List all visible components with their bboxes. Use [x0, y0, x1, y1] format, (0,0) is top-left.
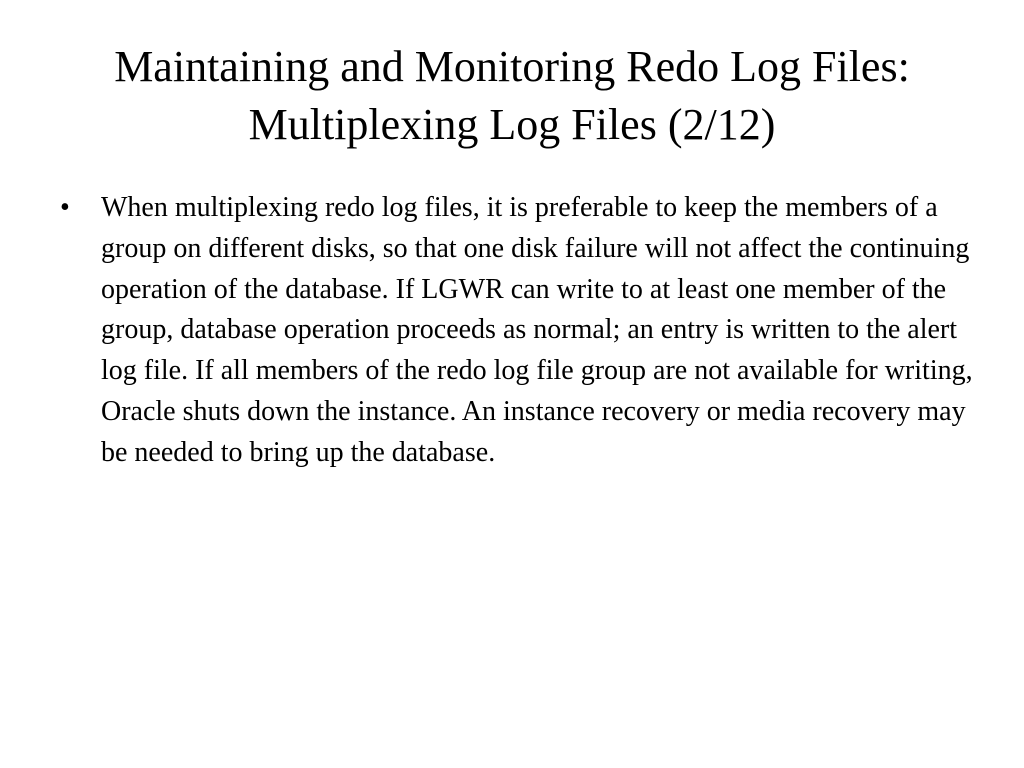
bullet-text: When multiplexing redo log files, it is preferable to keep the members of a group on different disks, so that one disk failure will not affect the continuing operation of the database. If LGWR can write to at least one member of the group, database operation proceeds as normal; an entry is written to the alert log file. If all members of the redo log file group are not available for writing, Oracle shuts down the instance. An instance recovery or media recovery may be needed to bring up the database.	[101, 192, 973, 468]
bullet-marker-icon: •	[60, 192, 70, 223]
bullet-list	[60, 188, 980, 474]
slide-title-line-1: Maintaining and Monitoring Redo Log Files:	[114, 42, 910, 91]
slide-title-line-2: Multiplexing Log Files (2/12)	[248, 100, 776, 149]
bullet-item	[60, 188, 980, 474]
slide-title	[20, 38, 1004, 154]
